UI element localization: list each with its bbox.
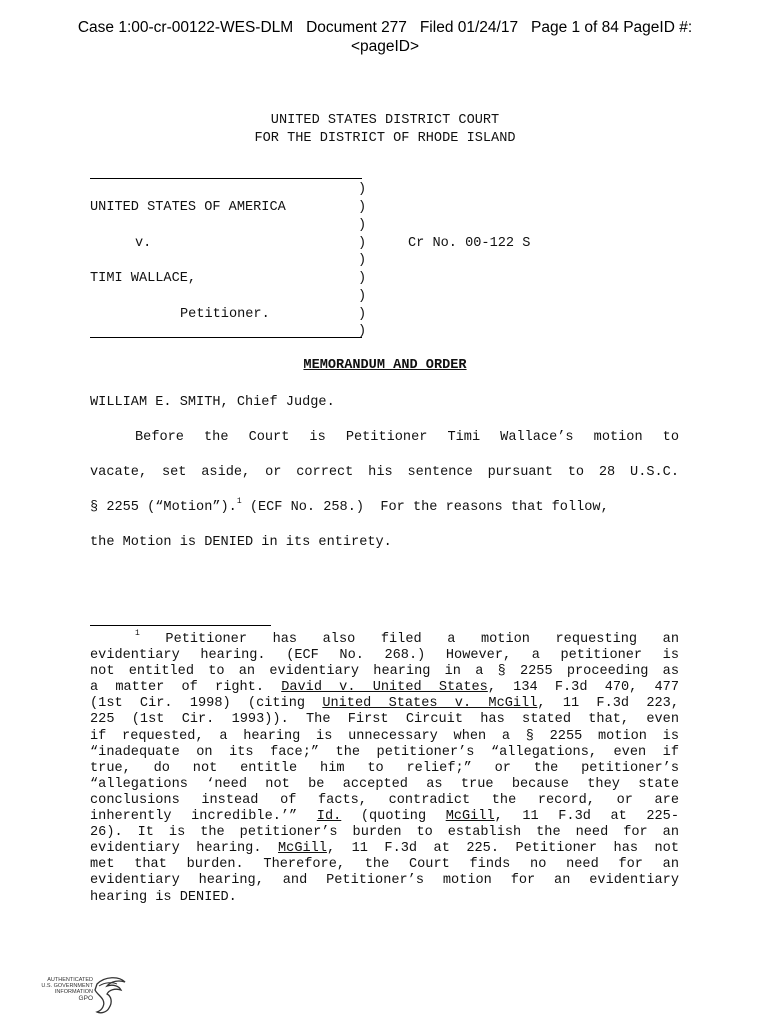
body-line-3 (90, 499, 679, 516)
document-title-text: MEMORANDUM AND ORDER (303, 358, 467, 373)
footnote-line: 225 (1st Cir. 1993)). The First Circuit has stated that, even (90, 712, 679, 728)
body-line-4: the Motion is DENIED in its entirety. (90, 535, 392, 550)
footnote-line: conclusions instead of facts, contradict the record, or are (90, 792, 679, 808)
footnote-line (90, 680, 679, 696)
footnote-text: , 11 F.3d at 225. Petitioner has not (326, 841, 679, 857)
docket-header-line2: <pageID> (350, 38, 420, 55)
caption-defendant: TIMI WALLACE, (90, 271, 197, 286)
footnote-line (90, 809, 679, 825)
caption-paren: ) (358, 218, 367, 233)
gpo-logo-line: U.S. GOVERNMENT (41, 983, 93, 990)
caption-versus: v. (135, 236, 152, 251)
caption-paren: ) (358, 289, 367, 304)
docket-header (0, 18, 770, 56)
caption-paren: ) (358, 271, 367, 286)
footnote-line: hearing is DENIED. (90, 889, 237, 905)
caption-paren: ) (358, 324, 367, 339)
court-name-line1: UNITED STATES DISTRICT COURT (270, 113, 500, 128)
judge-line: WILLIAM E. SMITH, Chief Judge. (90, 395, 335, 410)
footnote-text: inherently incredible.’” (90, 809, 317, 825)
footnote-line: “inadequate on its face;” the petitioner’s “allegations, even if (90, 744, 679, 760)
footnote-line: not entitled to an evidentiary hearing in a § 2255 proceeding as (90, 664, 679, 680)
caption-paren: ) (358, 182, 367, 197)
body-line-1: Before the Court is Petitioner Timi Wallace’s motion to (135, 430, 679, 445)
caption-paren: ) (358, 236, 367, 251)
case-citation: McGill (278, 841, 327, 857)
court-name-line2: FOR THE DISTRICT OF RHODE ISLAND (254, 131, 516, 146)
footnote-text: evidentiary hearing. (90, 841, 278, 857)
footnote-marker: 1 (135, 629, 140, 639)
footnote-line: 26). It is the petitioner’s burden to establish the need for an (90, 825, 679, 841)
footnote-text: Petitioner has also filed a motion requesting an (165, 632, 679, 647)
footnote-reference[interactable]: 1 (236, 497, 242, 507)
footnote-line: if requested, a hearing is unnecessary when a § 2255 motion is (90, 728, 679, 744)
gpo-logo-line: AUTHENTICATED (47, 977, 93, 983)
footnote-text: (quoting (341, 809, 446, 825)
footnote-line (90, 841, 679, 857)
footnote-line (90, 696, 679, 712)
body-line-3b: (ECF No. 258.) For the reasons that follow, (241, 500, 609, 515)
footnote-line: “allegations ‘need not be accepted as true because they state (90, 776, 679, 792)
gpo-logo-text (33, 977, 93, 1002)
body-line-2: vacate, set aside, or correct his sentence pursuant to 28 U.S.C. (90, 465, 679, 480)
case-citation: David v. United States (281, 680, 488, 696)
footnote-separator (90, 625, 271, 626)
docket-header-line1: Case 1:00-cr-00122-WES-DLM Document 277 Filed 01/24/17 Page 1 of 84 PageID #: (77, 19, 693, 36)
footnote-line: evidentiary hearing, and Petitioner’s motion for an evidentiary (90, 873, 679, 889)
gpo-logo-line: GPO (78, 994, 93, 1002)
footnote-line: evidentiary hearing. (ECF No. 268.) However, a petitioner is (90, 648, 679, 664)
footnote-text: a matter of right. (90, 680, 282, 696)
footnote-line: met that burden. Therefore, the Court finds no need for an (90, 857, 679, 873)
footnote-text: , 11 F.3d at 225- (494, 809, 679, 825)
caption-paren: ) (358, 253, 367, 268)
footnote-line: true, do not entitle him to relief;” or the petitioner’s (90, 760, 679, 776)
footnote-text: , 11 F.3d 223, (537, 696, 679, 712)
case-citation: McGill (445, 809, 495, 825)
gpo-authentication-logo (33, 974, 133, 1018)
footnote-text: , 134 F.3d 470, 477 (487, 680, 679, 696)
footnote-line (90, 629, 679, 648)
caption-bottom-rule (90, 337, 362, 338)
caption-paren: ) (358, 200, 367, 215)
case-number: Cr No. 00-122 S (408, 236, 531, 251)
id-citation: Id. (316, 809, 342, 825)
caption-role: Petitioner. (180, 307, 270, 322)
gpo-logo-line: INFORMATION (54, 989, 93, 996)
caption-paren: ) (358, 307, 367, 322)
footnote-text: (1st Cir. 1998) (citing (90, 696, 323, 712)
footnote (90, 629, 679, 906)
caption-top-rule (90, 178, 362, 179)
document-title (0, 357, 770, 374)
caption-plaintiff: UNITED STATES OF AMERICA (90, 200, 286, 215)
case-citation: United States v. McGill (322, 696, 538, 712)
eagle-icon (91, 974, 131, 1018)
body-line-3a: § 2255 (“Motion”). (90, 500, 237, 515)
